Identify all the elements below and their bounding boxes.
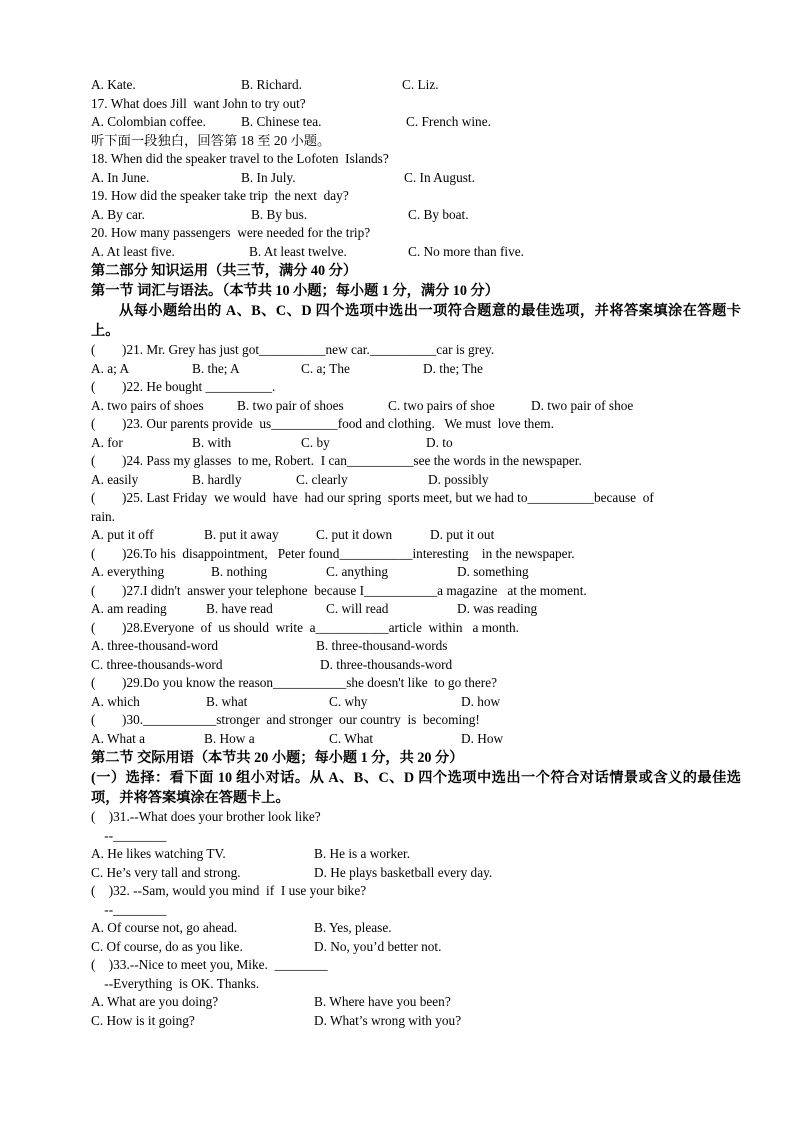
- option-row: [91, 76, 741, 95]
- question-line: rain.: [91, 508, 115, 524]
- answer-option: C. two pairs of shoe: [388, 397, 495, 413]
- answer-option: C. French wine.: [406, 114, 491, 129]
- answer-option: B. with: [192, 434, 232, 450]
- answer-option: C. What: [329, 730, 374, 746]
- answer-option: B. At least twelve.: [249, 243, 347, 259]
- question: ( )32. --Sam, would you mind if I use your bike?: [91, 883, 367, 898]
- question: 17. What does Jill want John to try out?: [91, 95, 306, 111]
- option-row: [91, 243, 741, 262]
- option-row: [91, 206, 741, 225]
- answer-option: D. put it out: [430, 527, 495, 542]
- question-line: ( )25. Last Friday we would have had our spring sports meet, but we had to__________because of: [91, 490, 654, 505]
- option-row: [91, 938, 741, 957]
- question: --________: [91, 827, 167, 843]
- option-row: [91, 993, 741, 1012]
- question: 19. How did the speaker take trip the next day?: [91, 188, 349, 203]
- section-heading: 第二节 交际用语（本节共 20 小题；每小题 1 分，共 20 分）: [91, 750, 464, 766]
- answer-option: C. anything: [326, 564, 389, 579]
- answer-option: D. What’s wrong with you?: [314, 1012, 462, 1028]
- question: ( )24. Pass my glasses to me, Robert. I can__________see the words in the newspaper.: [91, 453, 582, 468]
- question: ( )30.___________stronger and stronger our country is becoming!: [91, 712, 480, 727]
- answer-option: B. Richard.: [241, 77, 302, 92]
- question: --Everything is OK. Thanks.: [91, 975, 260, 991]
- answer-option: C. why: [329, 693, 368, 709]
- answer-option: D. something: [457, 564, 529, 579]
- question: ( )27.I didn't answer your telephone because I___________a magazine at the moment.: [91, 582, 587, 598]
- question: ( )23. Our parents provide us__________food and clothing. We must love them.: [91, 416, 554, 431]
- answer-option: A. easily: [91, 471, 139, 487]
- answer-option: C. by: [301, 434, 330, 450]
- section-heading: 第一节 词汇与语法。（本节共 10 小题；每小题 1 分，满分 10 分）: [91, 283, 499, 299]
- option-row: [91, 919, 741, 938]
- answer-option: B. put it away: [204, 527, 279, 542]
- question: [91, 489, 741, 526]
- question: ( )22. He bought __________.: [91, 379, 276, 394]
- option-row: [91, 656, 741, 675]
- answer-option: C. How is it going?: [91, 1012, 195, 1028]
- answer-option: C. He’s very tall and strong.: [91, 864, 241, 880]
- answer-option: C. By boat.: [408, 206, 469, 222]
- answer-option: C. In August.: [404, 169, 475, 185]
- answer-option: A. for: [91, 434, 123, 450]
- answer-option: B. what: [206, 693, 248, 709]
- answer-option: B. Yes, please.: [314, 920, 392, 935]
- answer-option: B. the; A: [192, 360, 240, 376]
- answer-option: D. possibly: [428, 471, 489, 487]
- answer-option: D. three-thousands-word: [320, 656, 453, 672]
- instructions: 从每小题给出的 A、B、C、D 四个选项中选出一项符合题意的最佳选项，并将答案填涂在答题卡上。: [91, 303, 741, 339]
- option-row: [91, 693, 741, 712]
- answer-option: B. In July.: [241, 169, 296, 185]
- answer-option: B. two pair of shoes: [237, 397, 344, 413]
- section-heading: 第二部分 知识运用（共三节，满分 40 分）: [91, 263, 358, 279]
- answer-option: C. No more than five.: [408, 243, 524, 259]
- question: 18. When did the speaker travel to the Lofoten Islands?: [91, 151, 389, 166]
- question: 20. How many passengers were needed for the trip?: [91, 225, 371, 240]
- answer-option: A. two pairs of shoes: [91, 397, 204, 413]
- answer-option: D. He plays basketball every day.: [314, 864, 493, 880]
- answer-option: C. put it down: [316, 527, 393, 542]
- option-row: [91, 637, 741, 656]
- question: ( )21. Mr. Grey has just got__________new car.__________car is grey.: [91, 342, 495, 357]
- answer-option: C. will read: [326, 601, 389, 616]
- answer-option: A. put it off: [91, 527, 154, 542]
- option-row: [91, 397, 741, 416]
- answer-option: D. how: [461, 693, 501, 709]
- answer-option: B. have read: [206, 601, 273, 616]
- answer-option: C. Of course, do as you like.: [91, 938, 243, 954]
- answer-option: A. which: [91, 693, 140, 709]
- answer-option: A. He likes watching TV.: [91, 846, 226, 861]
- instructions: (一）选择：看下面 10 组小对话。从 A、B、C、D 四个选项中选出一个符合对话情景或含义的最佳选项，并将答案填涂在答题卡上。: [91, 770, 741, 806]
- answer-option: C. Liz.: [402, 77, 439, 92]
- option-row: [91, 169, 741, 188]
- answer-option: A. Of course not, go ahead.: [91, 920, 238, 935]
- answer-option: A. am reading: [91, 601, 167, 616]
- answer-option: D. two pair of shoe: [531, 397, 634, 413]
- answer-option: A. What a: [91, 730, 146, 746]
- option-row: [91, 526, 741, 545]
- question: ( )31.--What does your brother look like?: [91, 809, 321, 824]
- option-row: [91, 360, 741, 379]
- answer-option: B. How a: [204, 730, 255, 746]
- answer-option: D. No, you’d better not.: [314, 938, 442, 954]
- answer-option: B. Where have you been?: [314, 994, 451, 1009]
- answer-option: A. In June.: [91, 169, 150, 185]
- answer-option: C. a; The: [301, 360, 350, 376]
- answer-option: A. Kate.: [91, 77, 136, 92]
- answer-option: C. three-thousands-word: [91, 656, 223, 672]
- answer-option: D. the; The: [423, 360, 483, 376]
- question: ( )28.Everyone of us should write a___________article within a month.: [91, 619, 520, 635]
- answer-option: D. How: [461, 730, 504, 746]
- question: 听下面一段独白，回答第 18 至 20 小题。: [91, 132, 331, 148]
- answer-option: A. everything: [91, 564, 165, 579]
- answer-option: B. Chinese tea.: [241, 114, 322, 129]
- answer-option: A. By car.: [91, 206, 145, 222]
- question: ( )26.To his disappointment, Peter found___________interesting in the newspaper.: [91, 545, 575, 561]
- answer-option: A. At least five.: [91, 243, 175, 259]
- question: ( )33.--Nice to meet you, Mike. ________: [91, 957, 328, 972]
- option-row: [91, 730, 741, 749]
- question: --________: [91, 901, 167, 917]
- answer-option: A. What are you doing?: [91, 994, 219, 1009]
- option-row: [91, 845, 741, 864]
- answer-option: B. three-thousand-words: [316, 638, 448, 653]
- answer-option: A. a; A: [91, 360, 130, 376]
- option-row: [91, 563, 741, 582]
- option-row: [91, 1012, 741, 1031]
- answer-option: B. nothing: [211, 564, 268, 579]
- option-row: [91, 600, 741, 619]
- exam-page: [91, 76, 741, 1030]
- question: ( )29.Do you know the reason___________she doesn't like to go there?: [91, 675, 498, 690]
- option-row: [91, 113, 741, 132]
- answer-option: A. three-thousand-word: [91, 638, 219, 653]
- option-row: [91, 864, 741, 883]
- answer-option: A. Colombian coffee.: [91, 114, 206, 129]
- option-row: [91, 471, 741, 490]
- answer-option: B. By bus.: [251, 206, 308, 222]
- answer-option: B. He is a worker.: [314, 846, 411, 861]
- answer-option: D. to: [426, 434, 453, 450]
- answer-option: C. clearly: [296, 471, 348, 487]
- answer-option: B. hardly: [192, 471, 242, 487]
- answer-option: D. was reading: [457, 601, 538, 616]
- option-row: [91, 434, 741, 453]
